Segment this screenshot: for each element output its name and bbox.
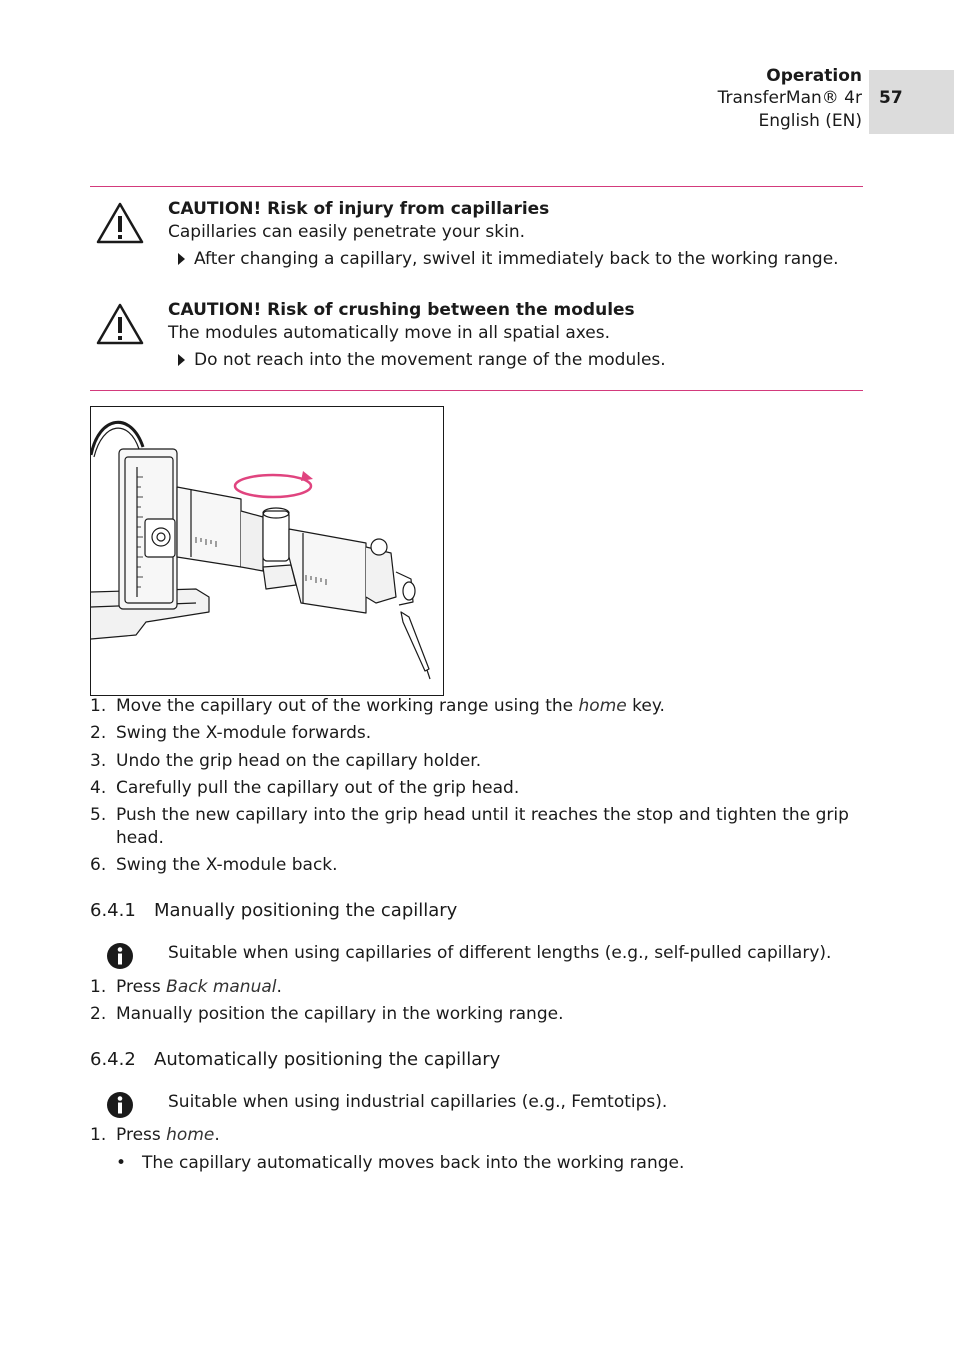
list-item — [90, 695, 665, 718]
rotation-arrowhead — [301, 471, 313, 481]
caution-title: CAUTION! Risk of injury from capillaries — [168, 199, 550, 219]
info-icon — [106, 1091, 134, 1119]
step-text: key. — [626, 696, 665, 716]
caution-action — [178, 349, 666, 372]
info-note: Suitable when using capillaries of different lengths (e.g., self-pulled capillary). — [168, 943, 832, 963]
section-title-text: Automatically positioning the capillary — [154, 1049, 501, 1070]
step-text: Press — [116, 1125, 167, 1145]
caution-action-text: Do not reach into the movement range of the modules. — [194, 350, 666, 370]
info-icon — [106, 942, 134, 970]
key-name: Back manual — [166, 977, 277, 997]
step-text: Push the new capillary into the grip head until it reaches the stop and tighten the grip head. — [116, 805, 849, 848]
caution-title: CAUTION! Risk of crushing between the modules — [168, 300, 635, 320]
caution-action-text: After changing a capillary, swivel it immediately back to the working range. — [194, 249, 839, 269]
list-item — [90, 777, 519, 800]
step-text: Move the capillary out of the working range using the — [116, 696, 579, 716]
step-text: Swing the X-module forwards. — [116, 723, 372, 743]
step-text: . — [276, 977, 282, 997]
list-item — [90, 1124, 220, 1147]
step-number: 5. — [90, 805, 107, 825]
step-number: 2. — [90, 723, 107, 743]
product-name: TransferMan® 4r — [717, 88, 862, 108]
section-heading — [90, 899, 457, 922]
list-item — [90, 750, 481, 773]
section-heading — [90, 1048, 500, 1071]
rotation-arrow-icon — [235, 475, 311, 497]
action-arrow-icon — [178, 354, 185, 366]
step-number: 6. — [90, 855, 107, 875]
language-label: English (EN) — [758, 111, 862, 131]
step-text: Undo the grip head on the capillary holder. — [116, 751, 482, 771]
warning-icon — [96, 201, 144, 245]
caution-action — [178, 248, 839, 271]
page-number: 57 — [879, 88, 903, 108]
caution-text: The modules automatically move in all spatial axes. — [168, 323, 611, 343]
step-text: Manually position the capillary in the working range. — [116, 1004, 564, 1024]
caution-bottom-rule — [90, 390, 863, 391]
caution-top-rule — [90, 186, 863, 187]
micromanipulator-illustration — [90, 406, 444, 696]
bullet-icon: • — [116, 1153, 127, 1173]
caution-text: Capillaries can easily penetrate your skin. — [168, 222, 525, 242]
section-number: 6.4.1 — [90, 900, 136, 921]
section-title-text: Manually positioning the capillary — [154, 900, 458, 921]
step-number: 2. — [90, 1004, 107, 1024]
key-name: home — [166, 1125, 215, 1145]
section-title: Operation — [766, 66, 862, 86]
list-item — [90, 722, 371, 745]
action-arrow-icon — [178, 253, 185, 265]
page-number-tab — [869, 70, 954, 134]
step-number: 1. — [90, 696, 107, 716]
key-name: home — [578, 696, 627, 716]
list-item — [90, 854, 338, 877]
step-number: 1. — [90, 1125, 107, 1145]
step-number: 1. — [90, 977, 107, 997]
step-text: Press — [116, 977, 167, 997]
list-item — [90, 1003, 563, 1026]
info-note: Suitable when using industrial capillaries (e.g., Femtotips). — [168, 1092, 668, 1112]
result-text: The capillary automatically moves back into the working range. — [142, 1153, 685, 1173]
result-item — [116, 1152, 684, 1175]
step-text: Carefully pull the capillary out of the grip head. — [116, 778, 520, 798]
warning-icon — [96, 302, 144, 346]
micromanipulator-drawing — [91, 407, 443, 695]
section-number: 6.4.2 — [90, 1049, 136, 1070]
step-number: 3. — [90, 751, 107, 771]
list-item — [90, 804, 864, 850]
step-text: Swing the X-module back. — [116, 855, 338, 875]
list-item — [90, 976, 282, 999]
step-number: 4. — [90, 778, 107, 798]
step-text: . — [214, 1125, 220, 1145]
